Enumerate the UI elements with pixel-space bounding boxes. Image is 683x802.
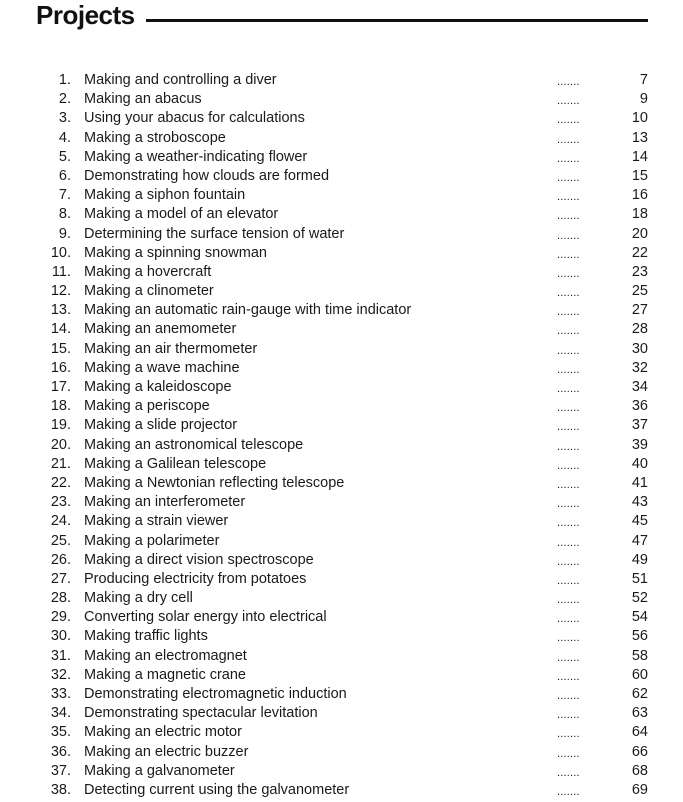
dot-leader: ....... xyxy=(557,114,580,127)
item-number: 5. xyxy=(58,148,71,165)
item-number: 23. xyxy=(50,494,71,511)
item-title: Making an electric motor xyxy=(84,724,242,741)
item-page-number: 51 xyxy=(631,570,648,587)
list-item xyxy=(0,148,683,167)
item-page-number: 66 xyxy=(631,743,648,760)
item-page-number: 34 xyxy=(631,379,648,395)
item-number: 14. xyxy=(50,321,71,338)
list-item xyxy=(0,90,683,109)
list-item xyxy=(0,205,683,224)
item-title: Converting solar energy into electrical xyxy=(84,609,327,626)
list-item xyxy=(0,608,683,627)
item-page-number: 40 xyxy=(631,455,648,472)
list-item xyxy=(0,225,683,244)
item-page-number: 15 xyxy=(631,167,648,184)
list-item xyxy=(0,186,683,205)
dot-leader: ....... xyxy=(557,728,580,741)
item-page-number: 16 xyxy=(631,187,648,204)
item-page-number: 7 xyxy=(639,72,648,88)
list-item xyxy=(0,723,683,742)
list-item xyxy=(0,301,683,320)
item-page-number: 30 xyxy=(631,340,648,357)
list-item xyxy=(0,282,683,301)
item-page-number: 69 xyxy=(631,781,648,798)
item-page-number: 22 xyxy=(631,244,648,261)
dot-leader: ....... xyxy=(557,152,580,165)
dot-leader: ....... xyxy=(557,747,580,760)
list-item xyxy=(0,129,683,148)
list-item xyxy=(0,589,683,608)
item-number: 20. xyxy=(50,436,71,453)
dot-leader: ....... xyxy=(557,363,580,376)
dot-leader: ....... xyxy=(557,248,580,261)
item-title: Making a dry cell xyxy=(84,590,193,607)
dot-leader: ....... xyxy=(557,574,580,587)
item-number: 31. xyxy=(50,647,71,664)
item-page-number: 54 xyxy=(631,609,648,626)
item-page-number: 20 xyxy=(631,225,648,242)
dot-leader: ....... xyxy=(557,306,580,319)
item-title: Making a model of an elevator xyxy=(84,206,279,223)
item-title: Making an interferometer xyxy=(84,494,246,511)
list-item xyxy=(0,109,683,128)
item-page-number: 49 xyxy=(631,551,648,568)
list-item xyxy=(0,685,683,704)
item-title: Making a spinning snowman xyxy=(84,244,267,261)
dot-leader: ....... xyxy=(557,709,580,722)
item-page-number: 58 xyxy=(631,647,648,664)
list-item xyxy=(0,743,683,762)
dot-leader: ....... xyxy=(557,517,580,530)
dot-leader: ....... xyxy=(557,555,580,568)
item-number: 36. xyxy=(50,743,71,760)
item-title: Determining the surface tension of water xyxy=(84,225,345,242)
dot-leader: ....... xyxy=(557,766,580,779)
list-item xyxy=(0,378,683,397)
item-title: Making an electromagnet xyxy=(84,647,247,664)
list-item xyxy=(0,704,683,723)
list-item xyxy=(0,263,683,282)
list-item xyxy=(0,359,683,378)
item-title: Making a hovercraft xyxy=(84,263,212,280)
list-item xyxy=(0,493,683,512)
item-number: 11. xyxy=(51,263,71,280)
item-title: Making an electric buzzer xyxy=(84,743,249,760)
item-title: Producing electricity from potatoes xyxy=(84,570,307,587)
item-title: Making and controlling a diver xyxy=(84,72,277,88)
item-number: 10. xyxy=(50,244,71,261)
item-page-number: 23 xyxy=(631,263,648,280)
list-item xyxy=(0,781,683,800)
dot-leader: ....... xyxy=(557,632,580,645)
item-page-number: 27 xyxy=(631,302,648,319)
dot-leader: ....... xyxy=(557,171,580,184)
item-number: 4. xyxy=(58,129,71,146)
item-title: Detecting current using the galvanometer xyxy=(84,781,350,798)
item-number: 27. xyxy=(50,570,71,587)
dot-leader: ....... xyxy=(557,594,580,607)
item-title: Making a stroboscope xyxy=(84,129,226,146)
list-item xyxy=(0,416,683,435)
list-item xyxy=(0,436,683,455)
item-page-number: 28 xyxy=(631,321,648,338)
list-item xyxy=(0,570,683,589)
item-title: Using your abacus for calculations xyxy=(84,110,305,127)
dot-leader: ....... xyxy=(557,210,580,223)
item-page-number: 56 xyxy=(631,628,648,645)
list-item xyxy=(0,244,683,263)
list-item xyxy=(0,71,683,90)
item-title: Making a periscope xyxy=(84,398,210,415)
item-title: Making a strain viewer xyxy=(84,513,229,530)
dot-leader: ....... xyxy=(557,95,580,108)
dot-leader: ....... xyxy=(557,651,580,664)
item-page-number: 9 xyxy=(639,91,648,108)
item-title: Making a wave machine xyxy=(84,359,240,376)
item-number: 6. xyxy=(58,167,71,184)
dot-leader: ....... xyxy=(557,690,580,702)
item-page-number: 39 xyxy=(631,436,648,453)
item-page-number: 45 xyxy=(631,513,648,530)
dot-leader: ....... xyxy=(557,287,580,300)
list-item xyxy=(0,532,683,551)
item-title: Making an abacus xyxy=(84,91,202,108)
item-number: 28. xyxy=(50,590,71,607)
item-page-number: 64 xyxy=(631,724,648,741)
item-title: Making an astronomical telescope xyxy=(84,436,304,453)
list-item xyxy=(0,551,683,570)
item-title: Making a direct vision spectroscope xyxy=(84,551,314,568)
item-number: 15. xyxy=(50,340,71,357)
list-item xyxy=(0,762,683,781)
item-page-number: 18 xyxy=(631,206,648,223)
item-title: Making a siphon fountain xyxy=(84,187,246,204)
dot-leader: ....... xyxy=(557,670,580,683)
item-page-number: 13 xyxy=(631,129,648,146)
item-title: Making a galvanometer xyxy=(84,762,235,779)
dot-leader: ....... xyxy=(557,478,580,491)
dot-leader: ....... xyxy=(557,459,580,472)
item-title: Making a slide projector xyxy=(84,417,238,434)
dot-leader: ....... xyxy=(557,267,580,280)
item-page-number: 43 xyxy=(631,494,648,511)
item-title: Making an anemometer xyxy=(84,321,237,338)
list-item xyxy=(0,627,683,646)
item-title: Demonstrating electromagnetic induction xyxy=(84,686,347,702)
dot-leader: ....... xyxy=(557,229,580,242)
title-rule xyxy=(146,19,648,22)
item-title: Making a polarimeter xyxy=(84,532,220,549)
dot-leader: ....... xyxy=(557,344,580,357)
item-title: Demonstrating spectacular levitation xyxy=(84,705,318,722)
item-number: 12. xyxy=(50,283,71,300)
dot-leader: ....... xyxy=(557,402,580,415)
list-item xyxy=(0,340,683,359)
item-number: 30. xyxy=(50,628,71,645)
item-number: 38. xyxy=(50,781,71,798)
dot-leader: ....... xyxy=(557,536,580,549)
item-number: 1. xyxy=(58,72,71,88)
item-number: 3. xyxy=(58,110,71,127)
dot-leader: ....... xyxy=(557,76,580,88)
item-title: Making an air thermometer xyxy=(84,340,258,357)
list-item xyxy=(0,320,683,339)
item-page-number: 14 xyxy=(631,148,648,165)
item-number: 37. xyxy=(50,762,71,779)
item-number: 16. xyxy=(50,359,71,376)
item-number: 13. xyxy=(50,302,71,319)
list-item xyxy=(0,397,683,416)
item-title: Making a clinometer xyxy=(84,283,214,300)
item-title: Making a magnetic crane xyxy=(84,666,246,683)
item-title: Making a Newtonian reflecting telescope xyxy=(84,474,345,491)
item-number: 24. xyxy=(50,513,71,530)
list-item xyxy=(0,647,683,666)
list-item xyxy=(0,512,683,531)
item-page-number: 47 xyxy=(631,532,648,549)
item-number: 34. xyxy=(50,705,71,722)
item-number: 33. xyxy=(50,686,71,702)
item-number: 29. xyxy=(50,609,71,626)
item-page-number: 60 xyxy=(631,666,648,683)
item-title: Making a Galilean telescope xyxy=(84,455,267,472)
item-page-number: 68 xyxy=(631,762,648,779)
item-title: Making a kaleidoscope xyxy=(84,379,232,395)
item-page-number: 36 xyxy=(631,398,648,415)
item-page-number: 52 xyxy=(631,590,648,607)
section-header xyxy=(36,0,648,32)
list-item xyxy=(0,455,683,474)
dot-leader: ....... xyxy=(557,383,580,395)
item-page-number: 32 xyxy=(631,359,648,376)
list-item xyxy=(0,666,683,685)
dot-leader: ....... xyxy=(557,421,580,434)
item-number: 17. xyxy=(50,379,71,395)
item-number: 19. xyxy=(50,417,71,434)
item-number: 2. xyxy=(58,91,71,108)
dot-leader: ....... xyxy=(557,440,580,453)
item-page-number: 25 xyxy=(631,283,648,300)
list-item xyxy=(0,474,683,493)
item-page-number: 63 xyxy=(631,705,648,722)
item-number: 26. xyxy=(50,551,71,568)
item-number: 35. xyxy=(50,724,71,741)
item-number: 32. xyxy=(50,666,71,683)
item-number: 9. xyxy=(58,225,71,242)
page-title: Projects xyxy=(36,0,135,30)
item-number: 21. xyxy=(50,455,71,472)
item-title: Making an automatic rain-gauge with time indicator xyxy=(84,302,412,319)
dot-leader: ....... xyxy=(557,785,580,798)
item-number: 8. xyxy=(58,206,71,223)
item-title: Demonstrating how clouds are formed xyxy=(84,167,330,184)
dot-leader: ....... xyxy=(557,133,580,146)
item-title: Making traffic lights xyxy=(84,628,208,645)
contents-list xyxy=(0,71,683,800)
item-number: 22. xyxy=(50,474,71,491)
dot-leader: ....... xyxy=(557,191,580,204)
item-page-number: 62 xyxy=(631,686,648,702)
list-item xyxy=(0,167,683,186)
item-number: 7. xyxy=(58,187,71,204)
item-page-number: 41 xyxy=(631,474,648,491)
item-page-number: 37 xyxy=(631,417,648,434)
item-title: Making a weather-indicating flower xyxy=(84,148,308,165)
dot-leader: ....... xyxy=(557,498,580,511)
item-number: 25. xyxy=(50,532,71,549)
item-page-number: 10 xyxy=(631,110,648,127)
dot-leader: ....... xyxy=(557,325,580,338)
item-number: 18. xyxy=(50,398,71,415)
dot-leader: ....... xyxy=(557,613,580,626)
